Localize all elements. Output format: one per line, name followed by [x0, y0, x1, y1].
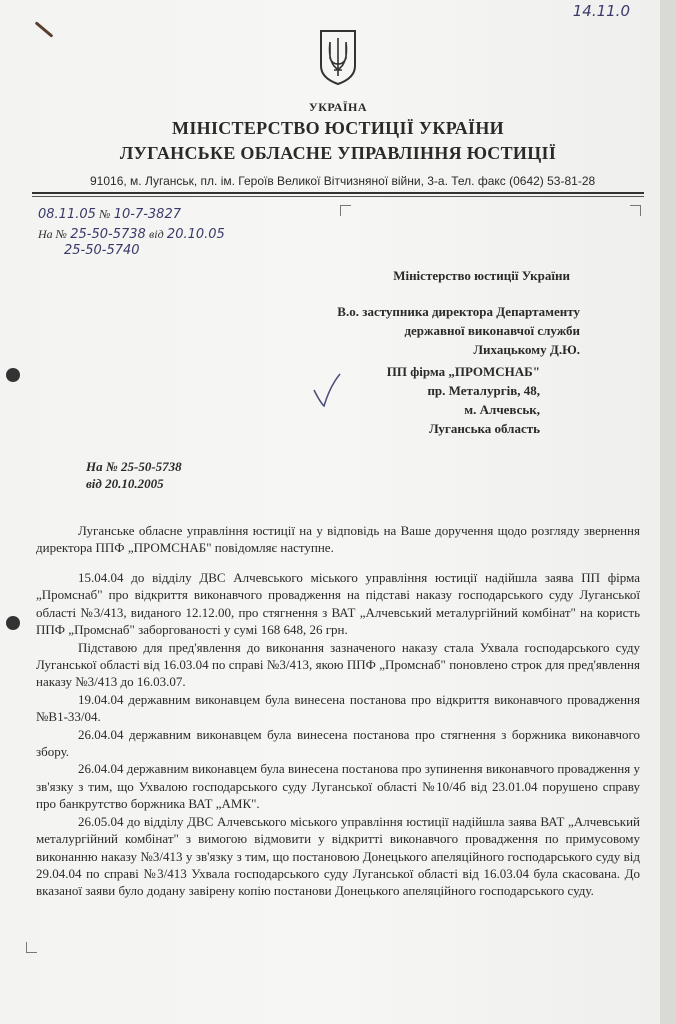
paragraph: 26.04.04 державним виконавцем була винесена постанова про стягнення з боржника виконавчого збору. [36, 726, 640, 760]
paragraph: Луганське обласне управління юстиції на у відповідь на Ваше доручення щодо розгляду звернення директора ППФ „ПРОМСНАБ" повідомляє наступне. [36, 523, 640, 556]
addressee-line: м. Алчевськ, [464, 402, 540, 417]
addressee-line: В.о. заступника директора Департаменту [337, 304, 580, 319]
body-paragraphs [36, 569, 640, 900]
registration-line [38, 206, 181, 222]
ref-number: 25-50-5738 [70, 227, 146, 242]
registration-number: 10-7-3827 [113, 207, 181, 222]
addressee-line: Луганська область [429, 421, 540, 436]
punch-hole [6, 368, 20, 382]
addressee-line: державної виконавчої служби [404, 323, 580, 338]
addressee-official [337, 302, 580, 359]
paragraph: 15.04.04 до відділу ДВС Алчевського міського управління юстиції надійшла заява ПП фірма „Промснаб" про відкриття виконавчого провадження на підставі наказу господарського суду Луганської області №3/413, виданого 12.12.00, про стягнення з ВАТ „Алчевський металургійний комбінат" на користь ППФ „Промснаб" заборгованості у сумі 168 648, 26 грн. [36, 570, 640, 638]
header-divider-thin [32, 196, 644, 197]
addressee-line: ПП фірма „ПРОМСНАБ" [386, 364, 540, 379]
reference-date: від 20.10.2005 [86, 476, 164, 491]
ref-from-label: від [149, 227, 164, 241]
registration-number-prefix: № [99, 207, 111, 221]
paragraph: Підставою для пред'явлення до виконання зазначеного наказу стала Ухвала господарського суду Луганської області від 16.03.04 по справі №3/413, якою ППФ „Промснаб" поновлено строк для пред'явлення наказу №3/413 до 16.03.07. [36, 639, 640, 690]
scan-edge [660, 0, 676, 1024]
corner-note: 14.11.0 [572, 2, 630, 20]
addressee-line: пр. Металургів, 48, [427, 383, 540, 398]
corner-bracket [340, 205, 351, 216]
header-ministry: МІНІСТЕРСТВО ЮСТИЦІЇ УКРАЇНИ [172, 118, 504, 138]
reference-line [38, 226, 225, 242]
addressee-line: Лихацькому Д.Ю. [473, 342, 580, 357]
intro-paragraph [36, 522, 640, 557]
addressee-ministry [393, 266, 570, 285]
header-address: 91016, м. Луганськ, пл. ім. Героїв Великої Вітчизняної війни, 3-а. Тел. факс (0642) 53-81-28 [90, 174, 596, 188]
paragraph: 19.04.04 державним виконавцем була винесена постанова про відкриття виконавчого провадження №В1-33/04. [36, 691, 640, 725]
addressee-company [387, 362, 540, 438]
header-department: ЛУГАНСЬКЕ ОБЛАСНЕ УПРАВЛІННЯ ЮСТИЦІЇ [119, 143, 557, 163]
header-divider [32, 192, 644, 194]
corner-bracket [26, 942, 37, 953]
pen-mark [35, 21, 54, 37]
reference-number: На № 25-50-5738 [86, 459, 182, 474]
paragraph: 26.04.04 державним виконавцем була винесена постанова про зупинення виконавчого провадження у зв'язку з тим, що Ухвалою господарського суду Луганської області №10/4б від 23.01.04 порушено справу про банкрутство боржника ВАТ „АМК". [36, 761, 640, 812]
header-country: УКРАЇНА [308, 100, 368, 114]
trident-emblem-icon [318, 28, 358, 86]
registration-date: 08.11.05 [38, 207, 96, 222]
punch-hole [6, 616, 20, 630]
checkmark-icon [312, 372, 342, 408]
ref-prefix: На № [38, 227, 67, 241]
addressee-line: Міністерство юстиції України [393, 268, 570, 283]
ref-date: 20.10.05 [166, 227, 225, 242]
extra-ref-number: 25-50-5740 [64, 243, 140, 258]
paragraph: 26.05.04 до відділу ДВС Алчевського міського управління юстиції надійшла заява ВАТ „Алчевський металургійний комбінат" з вимогою відмовити у відкритті виконавчого провадження по примусовому виконанню наказу №3/413 у зв'язку з тим, що постановою Донецького апеляційного господарського суду від 29.04.04 по справі №3/413 Ухвала господарського суду Луганської області від 16.03.04 була скасована. До вказаної заяви було додану завірену копію постанови Донецького апеляційного господарського суду. [36, 813, 640, 899]
corner-bracket [630, 205, 641, 216]
